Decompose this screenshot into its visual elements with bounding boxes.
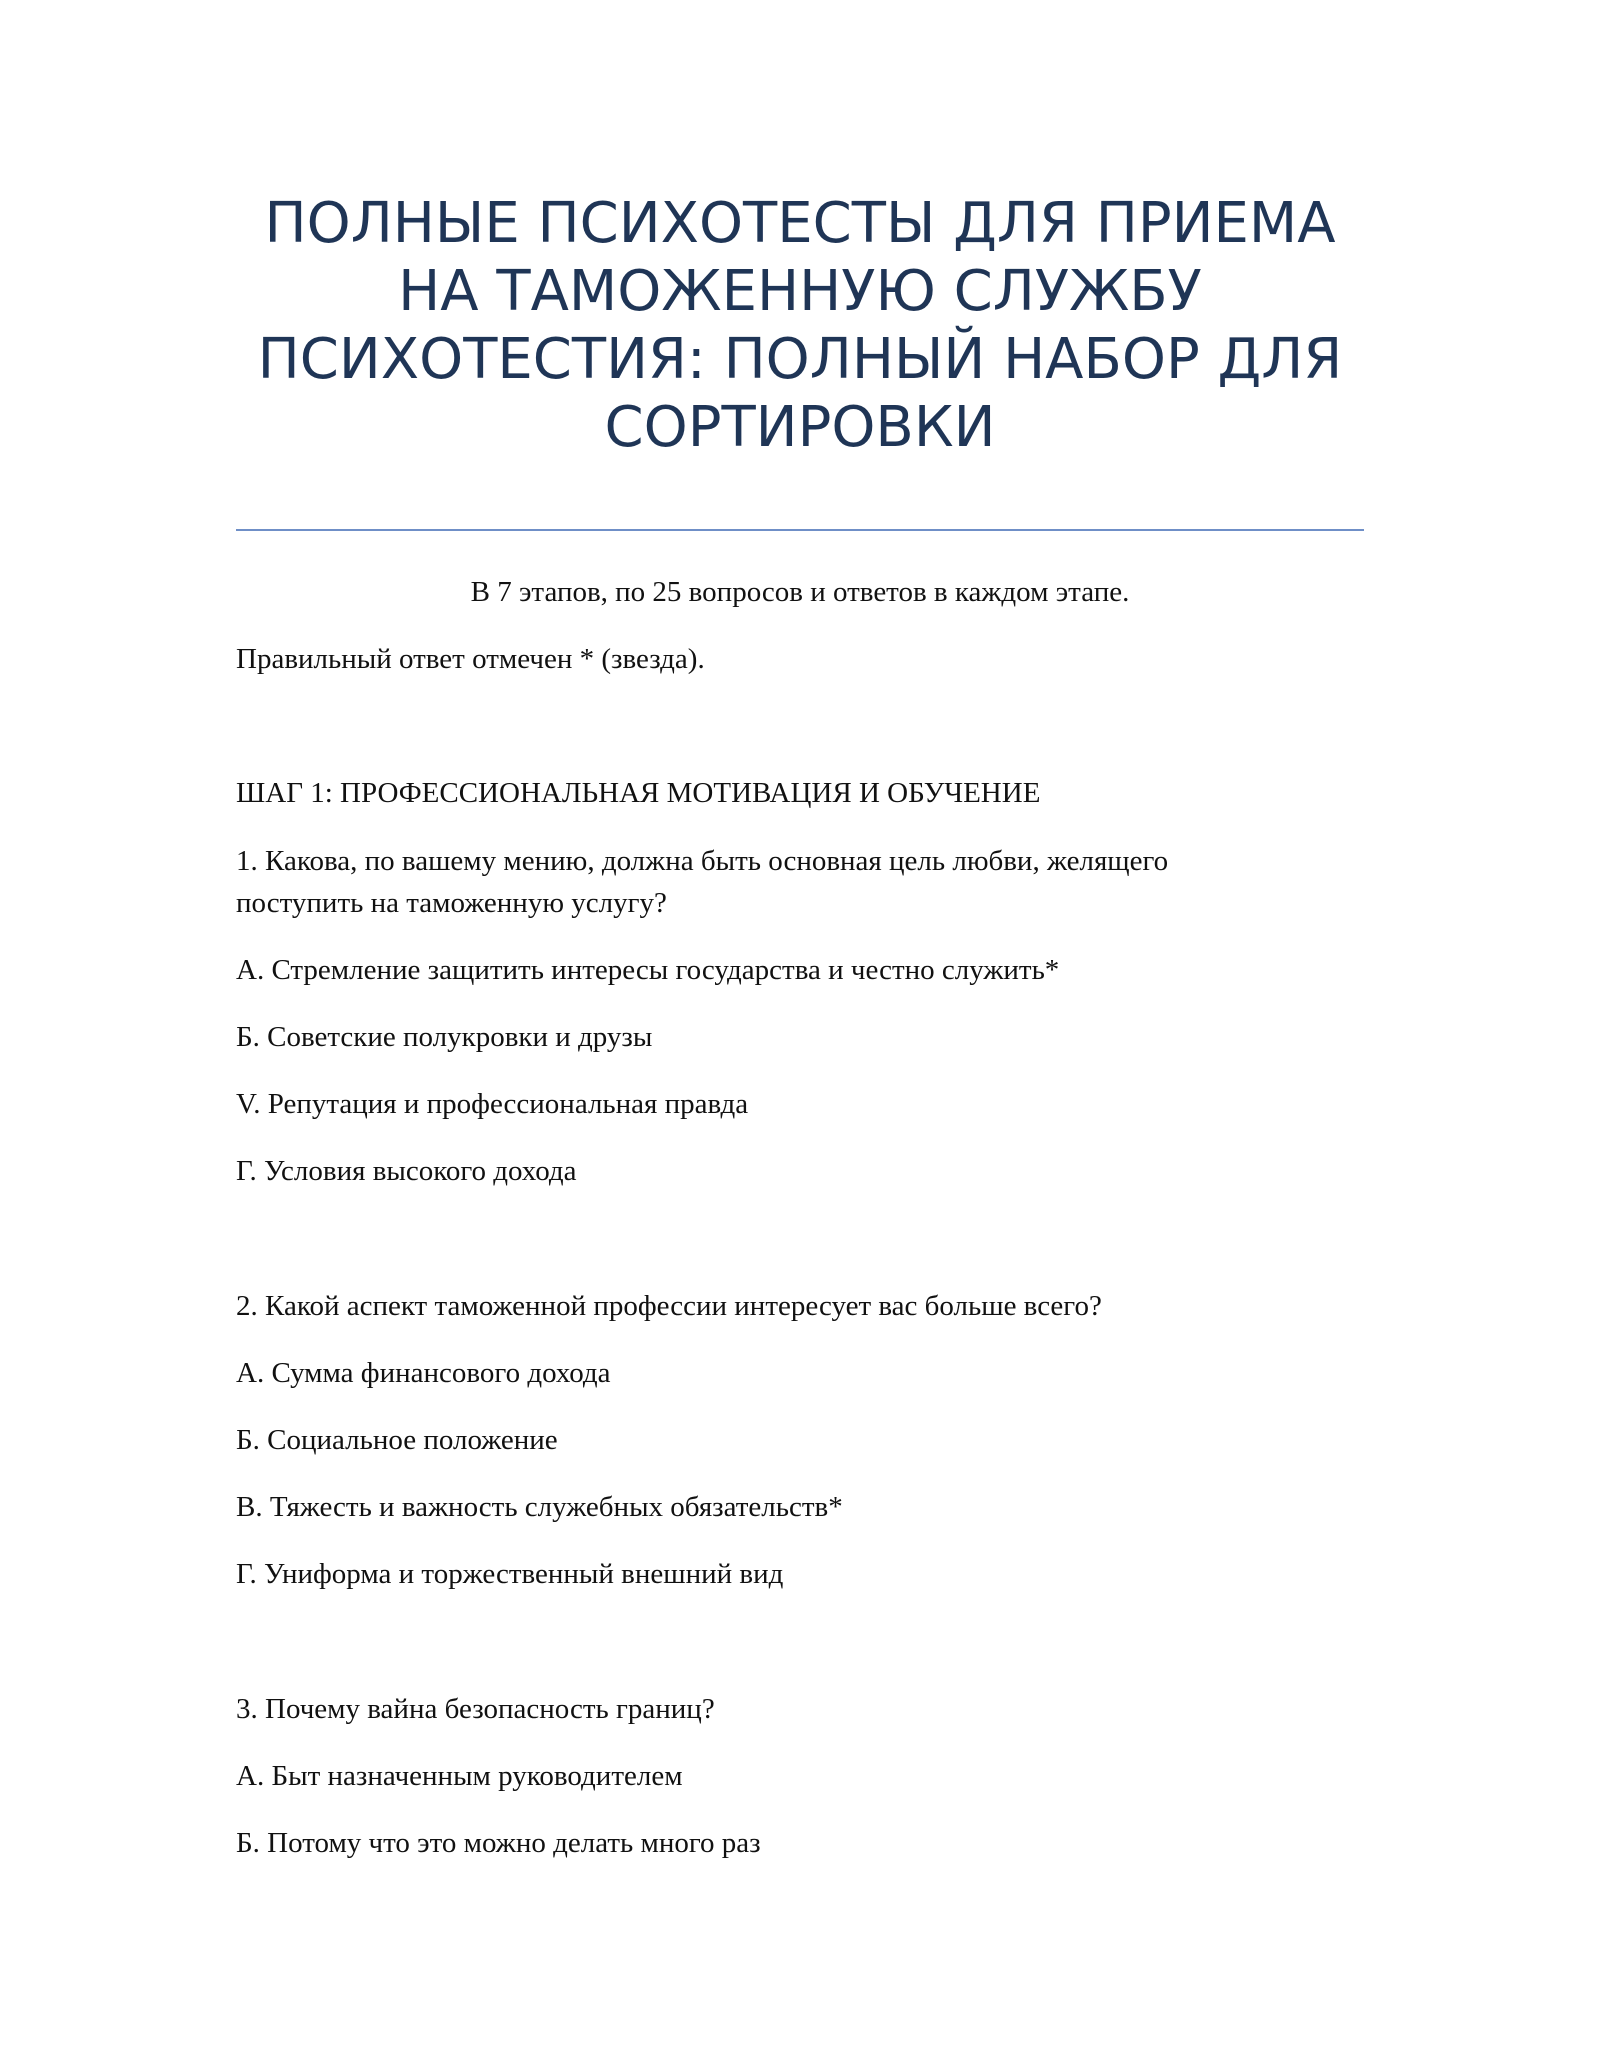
question-text: 1. Какова, по вашему мению, должна быть основная цель любви, желящего bbox=[236, 845, 1169, 877]
question-text: поступить на таможенную услугу? bbox=[236, 887, 667, 919]
answer-option: Б. Социальное положение bbox=[236, 1424, 558, 1456]
step-heading: ШАГ 1: ПРОФЕССИОНАЛЬНАЯ МОТИВАЦИЯ И ОБУЧЕНИЕ bbox=[236, 777, 1041, 809]
document-title bbox=[236, 190, 1364, 462]
intro-note: Правильный ответ отмечен * (звезда). bbox=[236, 643, 705, 675]
intro-summary: В 7 этапов, по 25 вопросов и ответов в каждом этапе. bbox=[470, 576, 1130, 608]
answer-option: А. Стремление защитить интересы государства и честно служить* bbox=[236, 954, 1060, 986]
question-text: 3. Почему вайна безопасность границ? bbox=[236, 1693, 715, 1725]
title-line: СОРТИРОВКИ bbox=[604, 395, 996, 460]
answer-option: Б. Потому что это можно делать много раз bbox=[236, 1827, 761, 1859]
answer-option: А. Сумма финансового дохода bbox=[236, 1357, 611, 1389]
question-text: 2. Какой аспект таможенной профессии интересует вас больше всего? bbox=[236, 1290, 1102, 1322]
answer-option: Б. Советские полукровки и друзы bbox=[236, 1021, 653, 1053]
title-line: ПСИХОТЕСТИЯ: ПОЛНЫЙ НАБОР ДЛЯ bbox=[257, 327, 1343, 392]
answer-option: В. Тяжесть и важность служебных обязательств* bbox=[236, 1491, 843, 1523]
answer-option: Г. Условия высокого дохода bbox=[236, 1155, 577, 1187]
answer-option: Г. Униформа и торжественный внешний вид bbox=[236, 1558, 784, 1590]
title-line: ПОЛНЫЕ ПСИХОТЕСТЫ ДЛЯ ПРИЕМА bbox=[264, 191, 1336, 256]
answer-option: А. Быт назначенным руководителем bbox=[236, 1760, 683, 1792]
answer-option: V. Репутация и профессиональная правда bbox=[236, 1088, 749, 1120]
title-line: НА ТАМОЖЕННУЮ СЛУЖБУ bbox=[398, 259, 1202, 324]
title-divider bbox=[236, 529, 1364, 531]
